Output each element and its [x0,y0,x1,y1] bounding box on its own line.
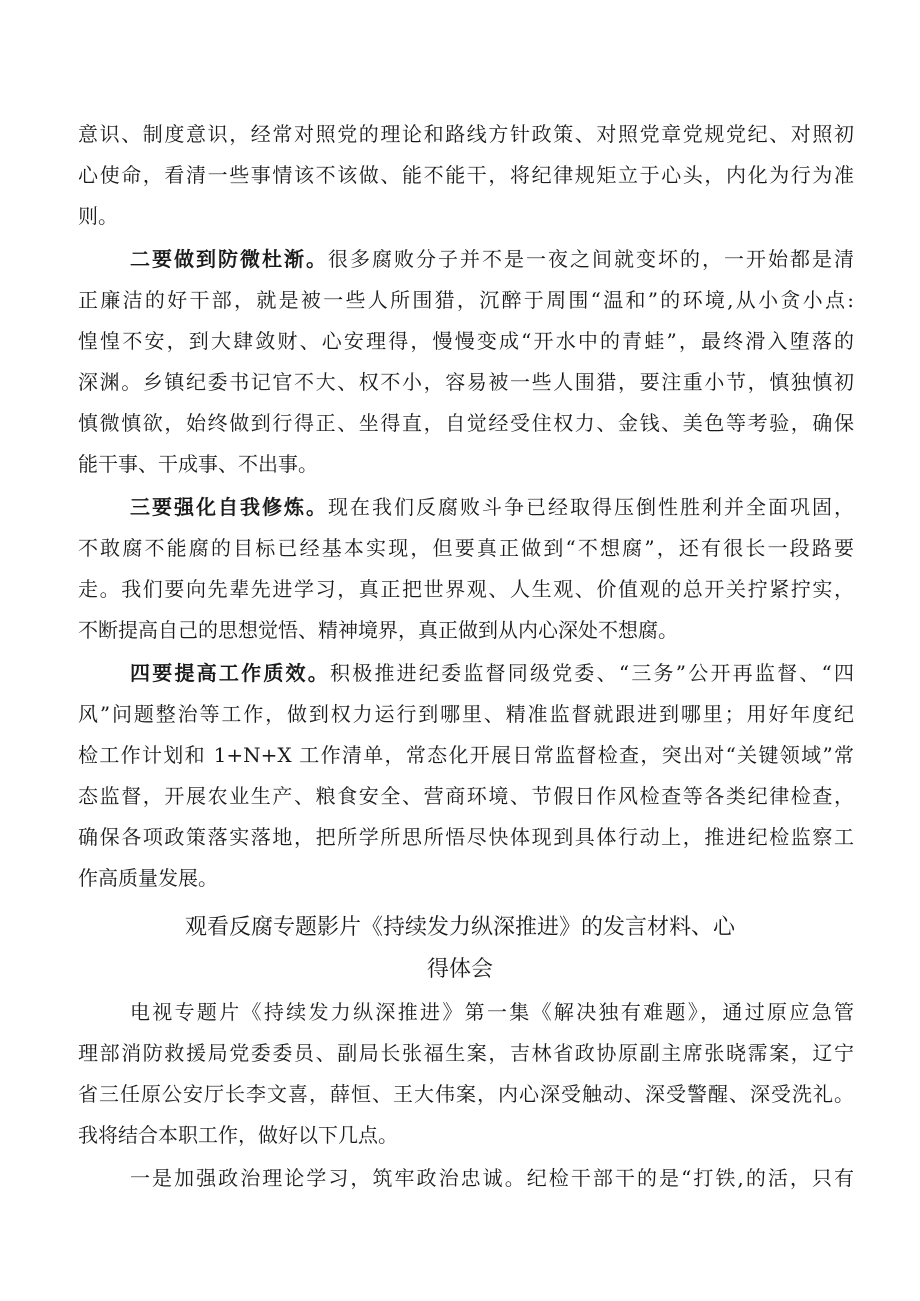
section-heading: 二要做到防微杜渐。 [130,247,328,271]
paragraph-heading-line [130,492,854,522]
text-line: 态监督，开展农业生产、粮食安全、营商环境、节假日作风检查等各类纪律检查， [78,784,854,808]
text-line: 深渊。乡镇纪委书记官不大、权不小，容易被一些人围猎，要注重小节，慎独慎初 [78,370,854,394]
text-span: 积极推进纪委监督同级党委、“三务”公开再监督、“四 [330,661,854,685]
section-heading: 三要强化自我修炼。 [130,495,328,519]
text-line: 理部消防救援局党委委员、副局长张福生案，吉林省政协原副主席张晓霈案，辽宁 [78,1041,854,1065]
text-span: 现在我们反腐败斗争已经取得压倒性胜利并全面巩固， [328,495,854,519]
text-line: 检工作计划和 1+N+X 工作清单，常态化开展日常监督检查，突出对“关键领域”常 [78,743,854,767]
text-line: 一是加强政治理论学习，筑牢政治忠诚。纪检干部干的是“打铁,的活，只有 [130,1166,854,1190]
text-line: 惶惶不安，到大肆敛财、心安理得，慢慢变成“开水中的青蛙”，最终滑入堕落的 [78,329,854,353]
paragraph-heading-line [130,658,854,688]
article-title: 得体会 [426,957,493,982]
text-line: 我将结合本职工作，做好以下几点。 [78,1123,398,1147]
paragraph-heading-line [130,244,854,274]
text-line: 走。我们要向先辈先进学习，真正把世界观、人生观、价值观的总开关拧紧拧实， [78,577,854,601]
text-line: 心使命，看清一些事情该不该做、能不能干，将纪律规矩立于心头，内化为行为准 [78,163,854,187]
text-span: 很多腐败分子并不是一夜之间就变坏的，一开始都是清 [328,247,854,271]
text-line: 电视专题片《持续发力纵深推进》第一集《解决独有难题》，通过原应急管 [130,1000,854,1024]
section-heading: 四要提高工作质效。 [130,661,330,685]
text-line: 确保各项政策落实落地，把所学所思所悟尽快体现到具体行动上，推进纪检监察工 [78,825,854,849]
text-line: 风”问题整治等工作，做到权力运行到哪里、精准监督就跟进到哪里；用好年度纪 [78,702,854,726]
text-line: 不断提高自己的思想觉悟、精神境界，真正做到从内心深处不想腐。 [78,618,678,642]
article-title: 观看反腐专题影片《持续发力纵深推进》的发言材料、心 [184,915,735,940]
text-line: 能干事、干成事、不出事。 [78,452,318,476]
text-line: 作高质量发展。 [78,866,218,890]
text-line: 慎微慎欲，始终做到行得正、坐得直，自觉经受住权力、金钱、美色等考验，确保 [78,411,854,435]
text-line: 则。 [78,204,118,228]
text-line: 正廉洁的好干部，就是被一些人所围猎，沉醉于周围“温和”的环境,从小贪小点: [78,288,854,312]
text-line: 不敢腐不能腐的目标已经基本实现，但要真正做到“不想腐”，还有很长一段路要 [78,536,854,560]
text-line: 省三任原公安厅长李文喜，薛恒、王大伟案，内心深受触动、深受警醒、深受洗礼。 [78,1082,854,1106]
text-line: 意识、制度意识，经常对照党的理论和路线方针政策、对照党章党规党纪、对照初 [78,122,854,146]
